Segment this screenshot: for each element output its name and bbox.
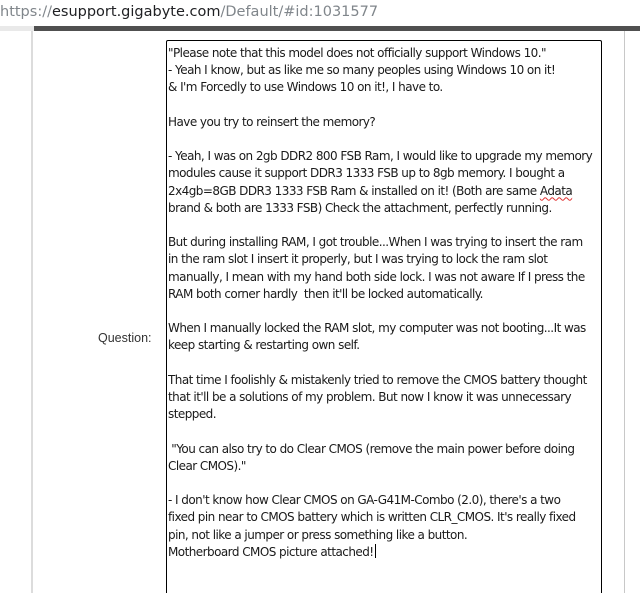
question-text-line: RAM both corner hardly then it'll be locked automatically. (168, 286, 483, 301)
content-frame-top-border (0, 26, 640, 31)
question-text-line: But during installing RAM, I got trouble...When I was trying to insert the ram (168, 235, 583, 250)
question-text-line: When I manually locked the RAM slot, my computer was not booting...It was (168, 321, 586, 336)
question-text-line: stepped. (168, 407, 216, 422)
content-frame-corner (0, 26, 34, 31)
text-caret (375, 544, 376, 558)
question-text-line: in the ram slot I insert it properly, but I was trying to lock the ram slot (168, 252, 548, 267)
content-frame-left-border (31, 31, 33, 593)
question-text-line: pin, not like a jumper or press something like a button. (168, 527, 468, 542)
question-text-line: brand & both are 1333 FSB) Check the attachment, perfectly running. (168, 200, 552, 215)
question-text-line: - Yeah I know, but as like me so many peoples using Windows 10 on it! (168, 63, 556, 78)
question-text-line: manually, I mean with my hand both side lock. I was not aware If I press the (168, 269, 585, 284)
question-text-line: "You can also try to do Clear CMOS (remove the main power before doing (168, 441, 575, 456)
question-textarea[interactable] (166, 40, 602, 593)
url-path: /Default/#id:1031577 (220, 4, 379, 20)
question-text-line: keep starting & restarting own self. (168, 338, 360, 353)
question-label: Question: (98, 331, 152, 345)
question-text-line: 2x4gb=8GB DDR3 1333 FSB Ram & installed on it! (Both are same Adata (168, 183, 573, 198)
url-scheme: https:// (0, 4, 52, 20)
question-blank-line (168, 97, 601, 114)
question-blank-line (168, 423, 601, 440)
url-host: esupport.gigabyte.com (51, 4, 221, 20)
content-frame-right-border (624, 31, 625, 593)
question-blank-line (168, 217, 601, 234)
question-blank-line (168, 355, 601, 372)
question-text-line: fixed pin near to CMOS battery which is written CLR_CMOS. It's really fixed (168, 510, 576, 525)
question-text-line: That time I foolishly & mistakenly tried to remove the CMOS battery thought (168, 372, 587, 387)
question-text-line: "Please note that this model does not officially support Windows 10." (168, 46, 546, 60)
question-text-line: - I don't know how Clear CMOS on GA-G41M-Combo (2.0), there's a two (168, 493, 561, 508)
question-text-line: - Yeah, I was on 2gb DDR2 800 FSB Ram, I would like to upgrade my memory (168, 149, 593, 164)
spellcheck-underline: Adata (539, 183, 573, 198)
question-text-line: & I'm Forcedly to use Windows 10 on it!, I have to. (168, 80, 443, 95)
question-blank-line (168, 131, 601, 148)
question-text-line: Have you try to reinsert the memory? (168, 114, 376, 129)
address-bar[interactable] (0, 0, 640, 24)
question-text-line: that it'll be a solutions of my problem. But now I know it was unnecessary (168, 389, 572, 404)
question-text-line: modules cause it support DDR3 1333 FSB up to 8gb memory. I bought a (168, 166, 565, 181)
question-text-line: Clear CMOS)." (168, 458, 246, 473)
question-blank-line (168, 303, 601, 320)
question-text-line: Motherboard CMOS picture attached! (168, 544, 374, 559)
question-blank-line (168, 475, 601, 492)
